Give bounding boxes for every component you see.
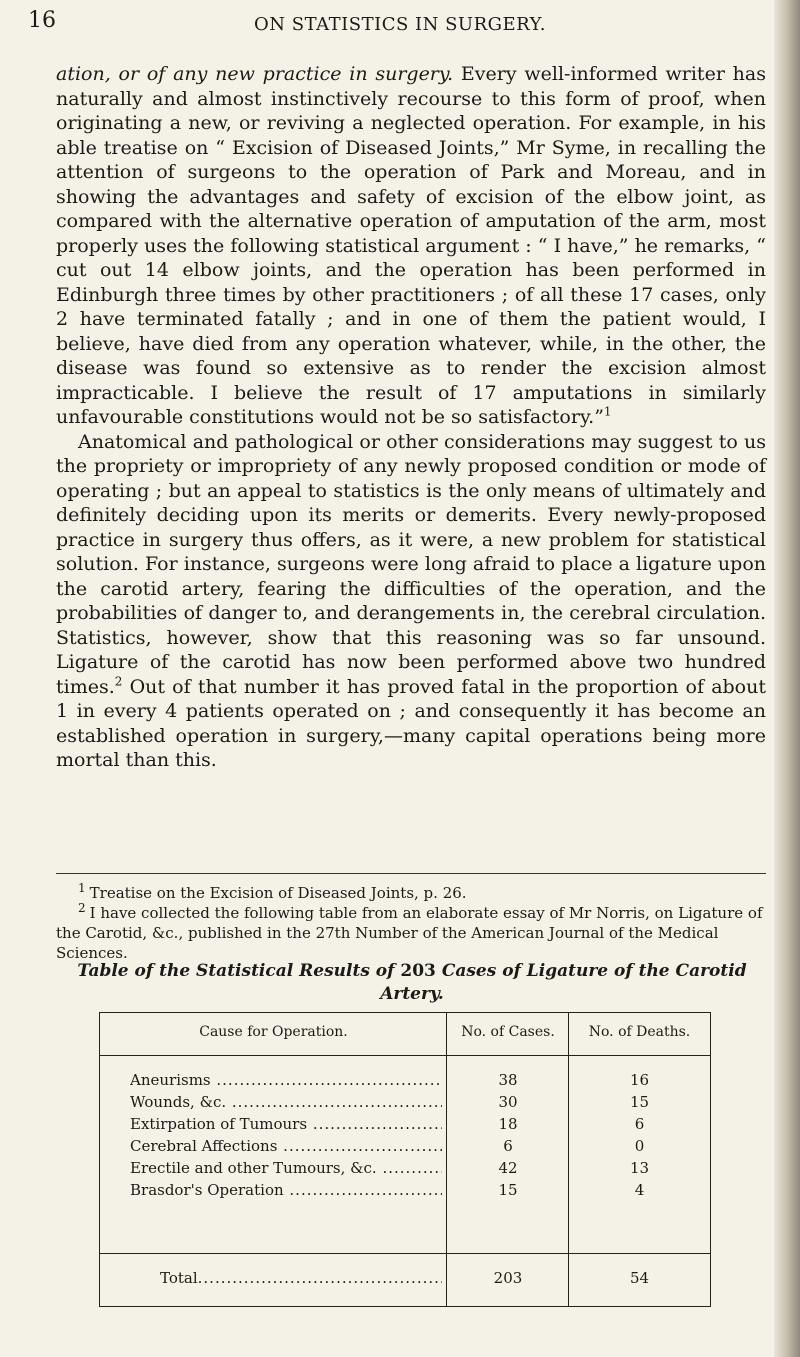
footnote-1 [56,883,768,903]
table-caption [56,960,768,1006]
footnote-1-number: 1 [78,881,86,895]
footnote-2-text: I have collected the following table from an elaborate essay of Mr Norris, on Ligature of the Carotid, &c., published in the 27th Number of the American Journal of the Medical Sciences. [56,904,763,962]
row-cases: 42 [498,1159,518,1177]
table-row [100,1159,710,1179]
table-caption-part-c: Artery. [380,984,444,1004]
row-deaths: 13 [629,1159,650,1177]
row-deaths: 0 [634,1137,645,1155]
footnotes [56,883,768,963]
row-cases: 30 [498,1093,518,1111]
footnote-2-number: 2 [78,901,86,915]
row-cause: Erectile and other Tumours, &c. ..... [130,1159,442,1177]
header-deaths: No. of Deaths. [588,1024,691,1040]
footnote-2 [56,903,768,963]
table-caption-part-b: Cases of Ligature of the Carotid [441,961,747,981]
header-cases: No. of Cases. [461,1024,555,1040]
total-label: Total ..... [160,1269,442,1287]
row-cause: Extirpation of Tumours ..... [130,1115,442,1133]
row-cases: 38 [498,1071,518,1089]
page-header [0,6,800,46]
paragraph-1 [56,62,766,430]
paragraph-1-italic: ation, or of any new practice in surgery. [56,63,454,85]
page-number: 16 [28,8,56,33]
total-divider [100,1253,710,1254]
body-text [56,62,766,773]
paragraph-2-text-a: Anatomical and pathological or other considerations may suggest to us the propriety or impropriety of any newly proposed condition or mode of operating ; but an appeal to statistics is the only means of ultimately and definitely deciding upon its merits or demerits. Every newly-proposed practice in surgery thus offers, as it were, a new problem for statistical solution. For instance, surgeons were long afraid to place a ligature upon the carotid artery, fearing the difficulties of the operation, and the probabilities of danger to, and derangements in, the cerebral circulation. Statistics, however, show that this reasoning was so far unsound. Ligature of the carotid has now been performed above two hundred times. [56,430,766,698]
table-row [100,1115,710,1135]
statistics-table [99,1012,711,1307]
row-cause: Wounds, &c. ..... [130,1093,442,1111]
paragraph-1-text: Every well-informed writer has naturally and almost instinctively recourse to this form of proof, when originating a new, or reviving a neglected operation. For example, in his able treatise on “ Excision of Diseased Joints,” Mr Syme, in recalling the attention of surgeons to the operation of Park and Moreau, and in showing the advantages and safety of excision of the elbow joint, as compared with the alternative operation of amputation of the arm, most properly uses the following statistical argument : “ I have,” he remarks, “ cut out 14 elbow joints, and the operation has been performed in Edinburgh three times by other practitioners ; of all these 17 cases, only 2 have terminated fatally ; and in one of them the patient would, I believe, have died from any operation whatever, while, in the other, the disease was found so extensive as to render the excision almost impracticable. I believe the result of 17 amputations in similarly unfavourable constitutions would not be so satisfactory.” [56,63,766,428]
row-cases: 18 [498,1115,518,1133]
row-cause: Aneurisms ..... [130,1071,442,1089]
page-edge-shadow [774,0,800,1357]
row-cause: Cerebral Affections ..... [130,1137,442,1155]
paragraph-2-text-b: Out of that number it has proved fatal in the proportion of about 1 in every 4 patients operated on ; and consequently it has become an established operation in surgery,—many capital operations being more mortal than this. [56,675,766,771]
total-cases: 203 [493,1269,523,1287]
row-cases: 6 [503,1137,513,1155]
footnote-divider [56,873,766,874]
row-cause: Brasdor's Operation ..... [130,1181,442,1199]
header-divider [100,1055,710,1056]
row-deaths: 15 [629,1093,650,1111]
row-cases: 15 [498,1181,518,1199]
footnote-1-text: Treatise on the Excision of Diseased Joints, p. 26. [89,884,467,902]
paragraph-2 [56,430,766,773]
footnote-ref-2: 2 [114,674,123,689]
table-row [100,1181,710,1201]
table-row [100,1137,710,1157]
table-caption-part-a: Table of the Statistical Results of [77,961,395,981]
footnote-ref-1: 1 [603,404,612,419]
row-deaths: 6 [634,1115,645,1133]
total-deaths: 54 [629,1269,650,1287]
table-caption-number: 203 [400,961,436,981]
header-cause: Cause for Operation. [199,1024,348,1040]
row-deaths: 16 [629,1071,650,1089]
running-head: ON STATISTICS IN SURGERY. [254,14,546,35]
row-deaths: 4 [634,1181,645,1199]
table-row [100,1093,710,1113]
table-row [100,1071,710,1091]
